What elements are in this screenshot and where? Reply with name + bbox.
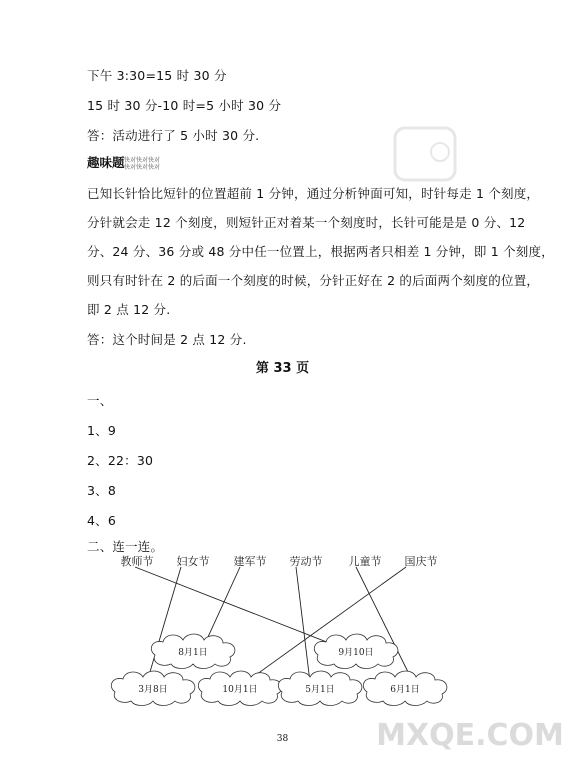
line-army-day (208, 567, 240, 637)
section-1-heading: 一、 (87, 393, 113, 408)
quiz-paragraph-line-5: 即 2 点 12 分. (87, 302, 171, 317)
festival-labels (121, 554, 438, 568)
answer-line-1: 答：活动进行了 5 小时 30 分. (87, 128, 260, 143)
watermark-text: MXQE.COM (376, 718, 564, 753)
quiz-title: 趣味题 (87, 155, 125, 170)
quiz-subtitle-1: 快对快对快对 (124, 157, 161, 164)
festival-label-teachers-day: 教师节 (120, 555, 154, 568)
festival-label-army-day: 建军节 (233, 555, 267, 568)
page-title: 第 33 页 (255, 361, 310, 376)
date-label-oct-1: 10月1日 (222, 685, 258, 695)
answer-line-2: 答：这个时间是 2 点 12 分. (87, 332, 247, 347)
page-number: 38 (276, 734, 289, 744)
date-label-sep-10: 9月10日 (338, 648, 374, 658)
answer-item-2: 2、22：30 (87, 453, 154, 468)
watermark-logo (376, 128, 564, 753)
date-label-mar-8: 3月8日 (138, 685, 168, 695)
answer-item-1: 1、9 (87, 423, 117, 438)
watermark-speech-icon (395, 128, 455, 180)
answer-item-3: 3、8 (87, 483, 117, 498)
date-label-aug-1: 8月1日 (178, 648, 208, 658)
festival-label-national-day: 国庆节 (404, 555, 438, 568)
festival-label-womens-day: 妇女节 (176, 555, 210, 568)
calc-line-2: 15 时 30 分-10 时=5 小时 30 分 (87, 98, 282, 113)
answer-item-4: 4、6 (87, 513, 117, 528)
quiz-paragraph-line-3: 分、24 分、36 分或 48 分中任一位置上，根据两者只相差 1 分钟，即 1 个刻度， (87, 244, 554, 259)
quiz-paragraph-line-4: 则只有时针在 2 的后面一个刻度的时候，分针正好在 2 的后面两个刻度的位置， (87, 273, 540, 288)
date-label-jun-1: 6月1日 (390, 685, 420, 695)
section-2-heading: 二、连一连。 (87, 539, 164, 554)
calc-line-1: 下午 3:30=15 时 30 分 (87, 68, 227, 83)
watermark-check-icon (431, 143, 449, 161)
quiz-paragraph-line-1: 已知长针恰比短针的位置超前 1 分钟，通过分析钟面可知，时针每走 1 个刻度， (87, 186, 540, 201)
line-labour-day (296, 567, 310, 682)
festival-label-labour-day: 劳动节 (289, 555, 323, 568)
quiz-paragraph-line-2: 分针就会走 12 个刻度，则短针正对着某一个刻度时，长针可能是是 0 分、12 (87, 215, 526, 230)
date-label-may-1: 5月1日 (305, 685, 335, 695)
festival-label-childrens-day: 儿童节 (348, 555, 382, 568)
quiz-subtitle-2: 快对快对快对 (124, 164, 161, 171)
